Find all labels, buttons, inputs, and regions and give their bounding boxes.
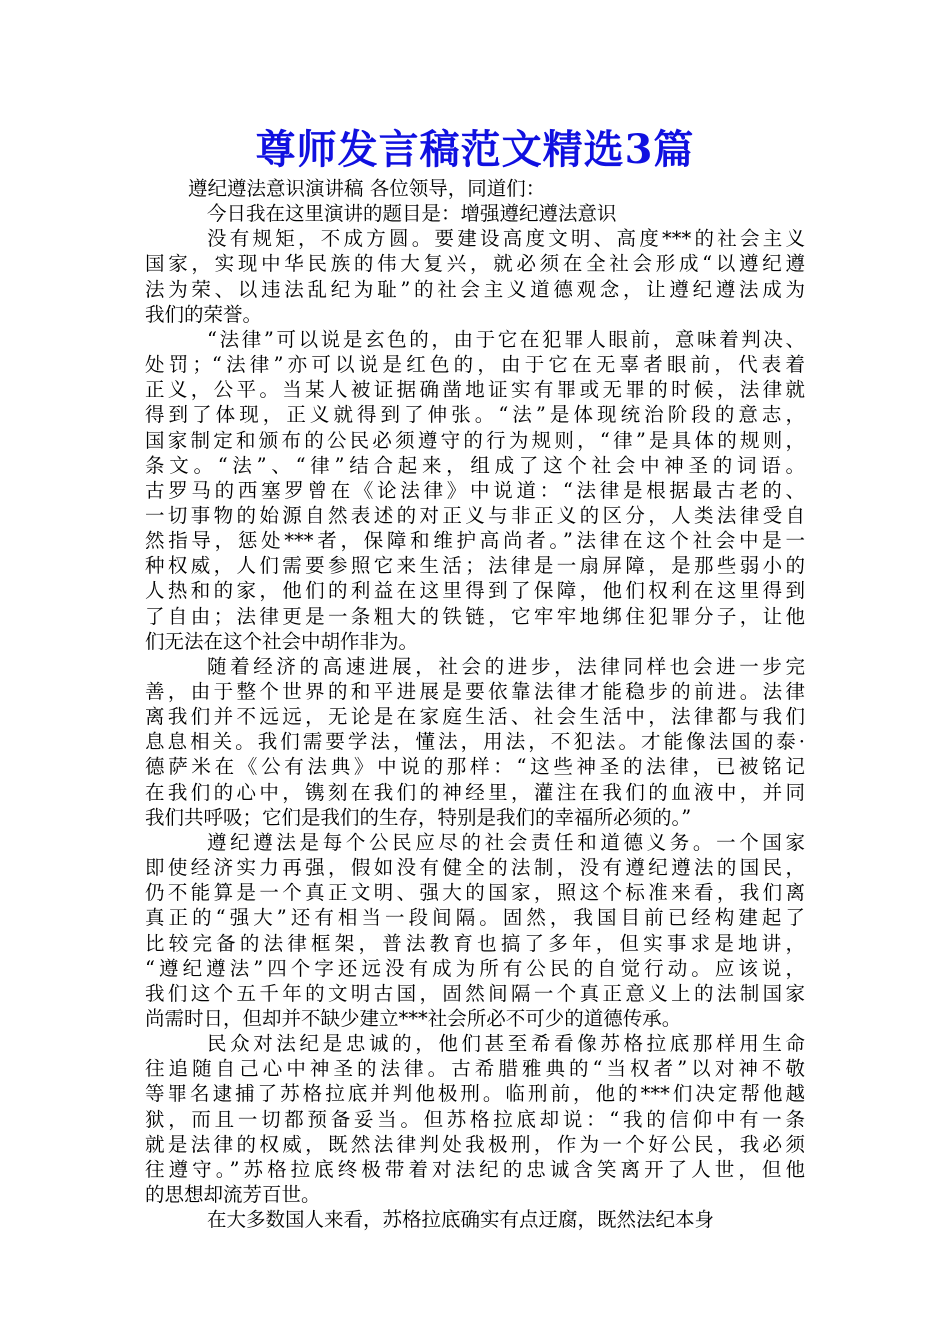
body-line: 条文。“法”、“律”结合起来，组成了这个社会中神圣的词语。: [145, 453, 805, 477]
body-line: 真正的“强大”还有相当一段间隔。固然，我国目前已经构建起了: [145, 906, 805, 930]
body-line: “遵纪遵法”四个字还远没有成为所有公民的自觉行动。应该说，: [145, 956, 805, 980]
body-line: 一切事物的始源自然表述的对正义与非正义的区分，人类法律受自: [145, 503, 805, 527]
body-line: 往追随自己心中神圣的法律。古希腊雅典的“当权者”以对神不敬: [145, 1057, 805, 1081]
body-line: 民众对法纪是忠诚的，他们甚至希看像苏格拉底那样用生命: [207, 1032, 805, 1056]
body-line: 遵纪遵法是每个公民应尽的社会责任和道德义务。一个国家: [207, 830, 805, 854]
body-line: 等罪名逮捕了苏格拉底并判他极刑。临刑前，他的***们决定帮他越: [145, 1082, 805, 1106]
body-line: 息息相关。我们需要学法，懂法，用法，不犯法。才能像法国的泰·: [145, 730, 805, 754]
body-line: 处罚；“法律”亦可以说是红色的，由于它在无辜者眼前，代表着: [145, 353, 805, 376]
document-title: 尊师发言稿范文精选3篇: [255, 126, 695, 173]
body-line: 仍不能算是一个真正文明、强大的国家，照这个标准来看，我们离: [145, 881, 805, 905]
body-line: 遵纪遵法意识演讲稿 各位领导，同道们：: [188, 177, 546, 200]
body-line: 得到了体现，正义就得到了伸张。“法”是体现统治阶段的意志，: [145, 403, 805, 427]
body-line: 我们的荣誉。: [145, 302, 263, 326]
body-line: 了自由；法律更是一条粗大的铁链，它牢牢地绑住犯罪分子，让他: [145, 604, 805, 628]
body-line: 随着经济的高速进展，社会的进步，法律同样也会进一步完: [207, 654, 805, 678]
body-line: 离我们并不远远，无论是在家庭生活、社会生活中，法律都与我们: [145, 705, 805, 729]
body-line: 往遵守。”苏格拉底终极带着对法纪的忠诚含笑离开了人世，但他: [145, 1157, 805, 1181]
body-line: 今日我在这里演讲的题目是：增强遵纪遵法意识: [207, 202, 617, 226]
body-line: 国家，实现中华民族的伟大复兴，就必须在全社会形成“以遵纪遵: [145, 252, 805, 276]
body-line: 德萨米在《公有法典》中说的那样：“这些神圣的法律，已被铭记: [145, 755, 805, 779]
body-line: 在大多数国人来看，苏格拉底确实有点迂腐，既然法纪本身: [207, 1208, 715, 1232]
body-line: “法律”可以说是玄色的，由于它在犯罪人眼前，意味着判决、: [207, 327, 805, 351]
body-line: 即使经济实力再强，假如没有健全的法制，没有遵纪遵法的国民，: [145, 856, 805, 879]
body-line: 我们这个五千年的文明古国，固然间隔一个真正意义上的法制国家: [145, 981, 805, 1005]
body-line: 比较完备的法律框架，普法教育也搞了多年，但实事求是地讲，: [145, 931, 805, 955]
body-line: 善，由于整个世界的和平进展是要依靠法律才能稳步的前进。法律: [145, 680, 805, 703]
body-line: 国家制定和颁布的公民必须遵守的行为规则，“律”是具体的规则，: [145, 428, 805, 452]
body-line: 正义，公平。当某人被证据确凿地证实有罪或无罪的时候，法律就: [145, 378, 805, 402]
body-line: 没有规矩，不成方圆。要建设高度文明、高度***的社会主义: [207, 227, 805, 251]
body-line: 古罗马的西塞罗曾在《论法律》中说道：“法律是根据最古老的、: [145, 478, 805, 502]
body-line: 们无法在这个社会中胡作非为。: [145, 629, 419, 653]
body-line: 人热和的家，他们的利益在这里得到了保障，他们权利在这里得到: [145, 579, 805, 603]
body-line: 狱，而且一切都预备妥当。但苏格拉底却说：“我的信仰中有一条: [145, 1107, 805, 1131]
body-line: 尚需时日，但却并不缺少建立***社会所必不可少的道德传承。: [145, 1006, 682, 1030]
body-line: 然指导，惩处***者，保障和维护高尚者。”法律在这个社会中是一: [145, 529, 805, 553]
body-line: 就是法律的权威，既然法律判处我极刑，作为一个好公民，我必须: [145, 1132, 805, 1156]
body-line: 我们共呼吸；它们是我们的生存，特别是我们的幸福所必须的。”: [145, 805, 692, 829]
body-line: 的思想却流芳百世。: [145, 1183, 321, 1206]
body-line: 在我们的心中，镌刻在我们的神经里，灌注在我们的血液中，并同: [145, 780, 805, 804]
body-line: 种权威，人们需要参照它来生活；法律是一扇屏障，是那些弱小的: [145, 554, 805, 578]
body-line: 法为荣、以违法乱纪为耻”的社会主义道德观念，让遵纪遵法成为: [145, 277, 805, 301]
